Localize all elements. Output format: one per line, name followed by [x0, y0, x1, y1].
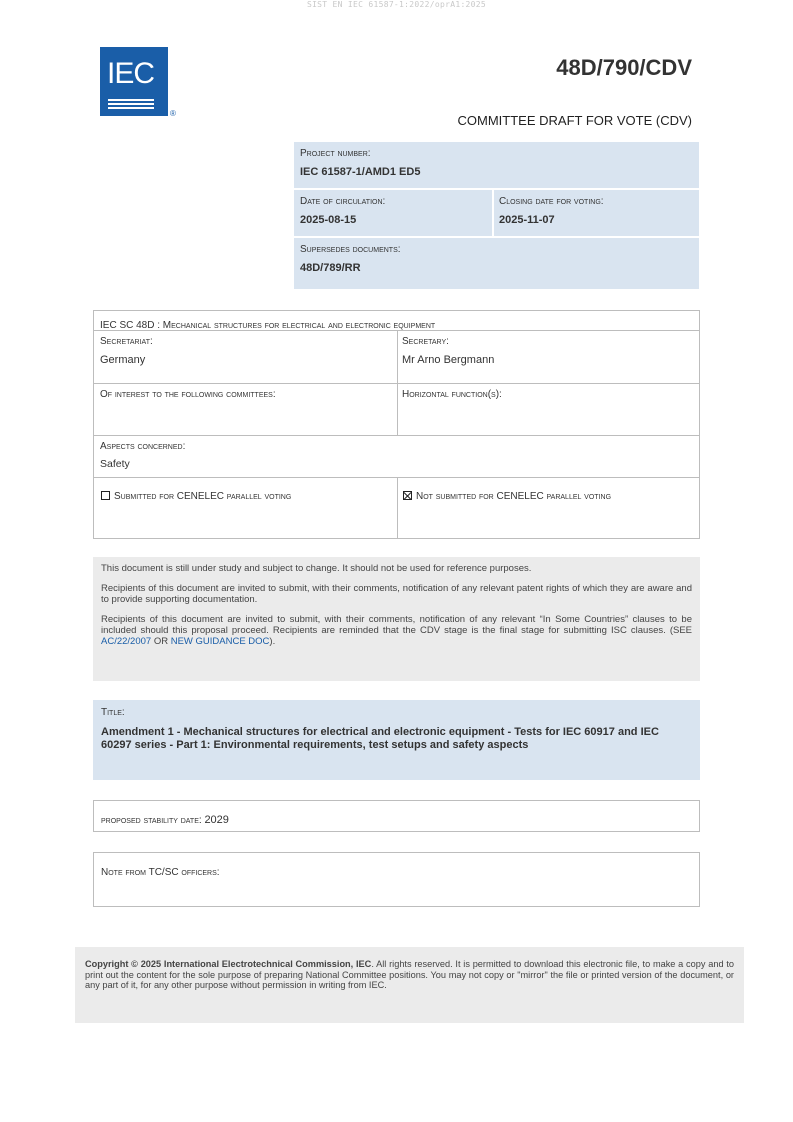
notice-paragraph-1: This document is still under study and subject to change. It should not be used for reference purposes.	[101, 563, 532, 574]
circulation-date-value: 2025-08-15	[300, 214, 357, 226]
iec-logo	[100, 47, 168, 116]
officers-note-box	[93, 852, 700, 907]
title-box	[93, 700, 700, 780]
document-number: 48D/790/CDV	[556, 55, 692, 80]
copyright-notice	[75, 947, 744, 1023]
circulation-date-box	[294, 190, 492, 236]
interest-committees-label: Of interest to the following committees:	[100, 389, 276, 400]
aspects-value: Safety	[100, 458, 130, 470]
closing-date-box	[494, 190, 699, 236]
logo-text: IEC	[107, 57, 155, 90]
officers-note-label: Note from TC/SC officers:	[101, 867, 220, 878]
new-guidance-doc-link[interactable]: NEW GUIDANCE DOC	[170, 635, 270, 647]
closing-date-label: Closing date for voting:	[499, 196, 604, 207]
committee-header: IEC SC 48D : Mechanical structures for electrical and electronic equipment	[100, 320, 436, 331]
title-label: Title:	[101, 707, 125, 718]
ac-22-2007-link[interactable]: AC/22/2007	[101, 635, 152, 647]
secretariat-value: Germany	[100, 354, 146, 366]
notice-paragraph-2: Recipients of this document are invited to submit, with their comments, notification of any relevant patent rights of which they are aware and to provide supporting documentation.	[101, 582, 692, 605]
committee-table	[93, 310, 700, 539]
stability-box: proposed stability date: 2029	[93, 800, 700, 832]
stability-label: proposed stability date	[101, 815, 199, 826]
notice-box	[93, 557, 700, 681]
aspects-label: Aspects concerned:	[100, 441, 186, 452]
supersedes-label: Supersedes documents:	[300, 244, 401, 255]
project-number-label: Project number:	[300, 148, 371, 159]
document-type: COMMITTEE DRAFT FOR VOTE (CDV)	[457, 113, 692, 128]
stability-value: 2029	[204, 814, 229, 826]
closing-date-value: 2025-11-07	[499, 214, 555, 226]
not-submitted-label: Not submitted for CENELEC parallel voting	[416, 491, 612, 502]
circulation-date-label: Date of circulation:	[300, 196, 386, 207]
project-number-box	[294, 142, 699, 188]
document-title: Amendment 1 - Mechanical structures for electrical and electronic equipment - Tests for IEC 60917 and IEC 60297 series - Part 1: Environmental requirements, test setups and safety aspects	[101, 726, 659, 752]
copyright-text: . All rights reserved. It is permitted to download this electronic file, to make a copy and to print out the content for the sole purpose of preparing National Committee positions. You may not copy or "mirror" the file or printed version of the document, or any part of it, for any other purpose without permission in writing from IEC.	[85, 959, 734, 991]
copyright-bold: Copyright © 2025 International Electrotechnical Commission, IEC	[85, 959, 372, 969]
secretariat-label: Secretariat:	[100, 336, 153, 347]
supersedes-value: 48D/789/RR	[300, 262, 361, 274]
horizontal-functions-label: Horizontal function(s):	[402, 389, 502, 400]
submitted-checkbox[interactable]	[101, 491, 110, 500]
supersedes-box	[294, 238, 699, 289]
notice-paragraph-3: Recipients of this document are invited to submit, with their comments, notification of any relevant “In Some Countries” clauses to be included should this proposal proceed. Recipients are reminded that the CDV stage is the final stage for submitting ISC clauses. (SEE AC/22/2007 OR NEW GUIDANCE DOC).	[101, 613, 692, 647]
not-submitted-checkbox[interactable]	[403, 491, 412, 500]
secretary-value: Mr Arno Bergmann	[402, 354, 495, 366]
project-number-value: IEC 61587-1/AMD1 ED5	[300, 166, 421, 178]
logo-registered-mark: ®	[170, 109, 176, 118]
submitted-label: Submitted for CENELEC parallel voting	[114, 491, 292, 502]
watermark: SIST EN IEC 61587-1:2022/oprA1:2025	[306, 0, 487, 9]
secretary-label: Secretary:	[402, 336, 449, 347]
